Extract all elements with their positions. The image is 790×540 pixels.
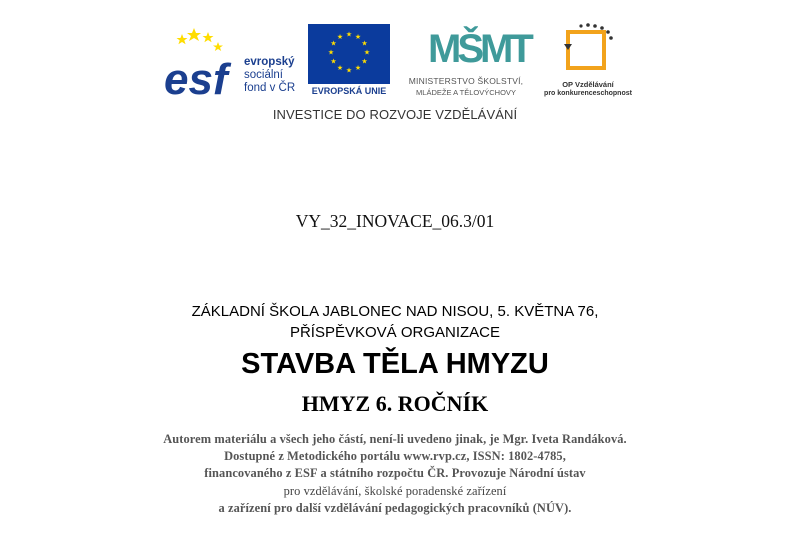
school-name-line-2: PŘÍSPĚVKOVÁ ORGANIZACE (289, 324, 501, 341)
svg-text:★: ★ (363, 48, 371, 57)
credit-line: Autorem materiálu a všech jeho částí, není-li uvedeno jinak, je Mgr. Iveta Randáková. (163, 432, 627, 446)
credit-line: pro vzdělávání, školské poradenské zařízení (283, 484, 507, 498)
svg-text:★: ★ (354, 64, 362, 72)
msmt-line-1: MINISTERSTVO ŠKOLSTVÍ, (408, 76, 524, 86)
esf-line-3: fond v ČR (244, 82, 296, 94)
esf-line-1: evropský (244, 56, 295, 68)
credit-line: financovaného z ESF a státního rozpočtu ČR. Provozuje Národní ústav (204, 466, 586, 480)
op-logo (540, 22, 636, 102)
svg-text:★: ★ (336, 64, 344, 72)
eu-logo (308, 24, 390, 100)
eu-flag-icon (308, 24, 390, 84)
investice-tagline: INVESTICE DO ROZVOJE VZDĚLÁVÁNÍ (272, 107, 518, 122)
svg-text:★: ★ (327, 48, 335, 57)
svg-text:esf: esf (164, 55, 228, 104)
document-subtitle: HMYZ 6. ROČNÍK (301, 391, 489, 416)
eu-label: EVROPSKÁ UNIE (311, 86, 387, 96)
msmt-logo-icon (428, 22, 530, 72)
svg-text:MŠMT: MŠMT (428, 27, 530, 71)
svg-text:★: ★ (330, 39, 337, 48)
document-title: STAVBA TĚLA HMYZU (241, 348, 549, 380)
svg-text:★: ★ (354, 33, 362, 41)
svg-text:★: ★ (336, 33, 344, 41)
document-code: VY_32_INOVACE_06.3/01 (295, 211, 495, 231)
esf-logo-icon (164, 24, 238, 104)
svg-text:★: ★ (361, 57, 368, 66)
op-logo-icon (558, 22, 614, 78)
esf-line-2: sociální (244, 69, 283, 81)
esf-logo-text (244, 56, 295, 95)
msmt-line-2: MLÁDEŽE A TĚLOVÝCHOVY (416, 88, 516, 97)
svg-text:★: ★ (345, 66, 353, 75)
credit-line: a zařízení pro další vzdělávání pedagogických pracovníků (NÚV). (218, 501, 572, 515)
op-line-2: pro konkurenceschopnost (544, 90, 632, 97)
svg-text:★: ★ (330, 57, 337, 66)
credit-line: Dostupné z Metodického portálu www.rvp.cz, ISSN: 1802-4785, (224, 449, 566, 463)
svg-text:★: ★ (361, 39, 368, 48)
school-name-line-1: ZÁKLADNÍ ŠKOLA JABLONEC NAD NISOU, 5. KVĚTNA 76, (191, 303, 599, 320)
msmt-logo (396, 22, 536, 102)
svg-text:★: ★ (345, 30, 353, 39)
esf-logo (164, 24, 304, 104)
op-line-1: OP Vzdělávání (562, 80, 614, 89)
